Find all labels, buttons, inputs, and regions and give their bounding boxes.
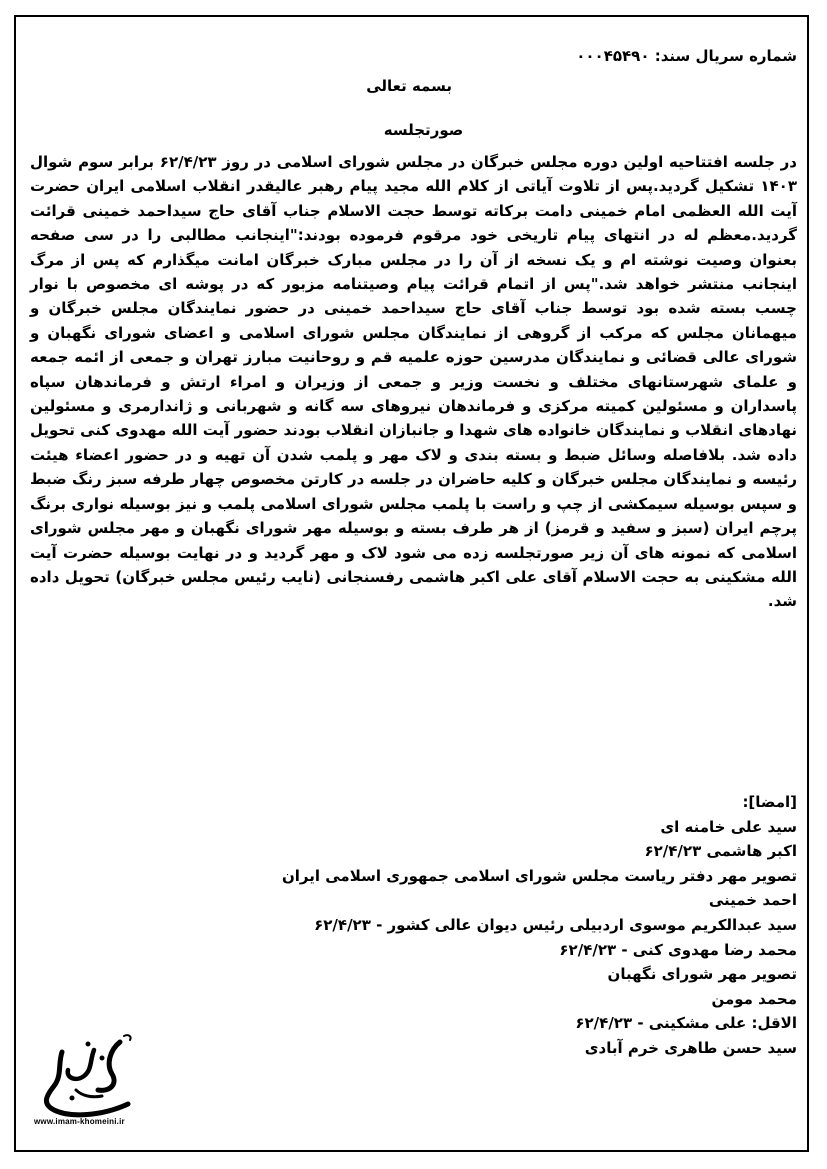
signature-line: سید علی خامنه ای	[660, 817, 797, 836]
signature-line: احمد خمینی	[708, 891, 797, 910]
bismillah-heading: بسمه تعالی	[366, 77, 452, 95]
signature-line: سید حسن طاهری خرم آبادی	[584, 1038, 797, 1057]
minutes-body-text: در جلسه افتتاحیه اولین دوره مجلس خبرگان در مجلس شورای اسلامی در روز ۶۲/۴/۲۳ برابر سوم شوال ۱۴۰۳ تشکیل گردید.پس از تلاوت آیاتی از کلام الله مجید پیام رهبر عالیقدر انقلاب اسلامی ایران حضرت آیت الله العظمی امام خمینی دامت برکاته توسط حجت الاسلام جناب آقای حاج سیداحمد خمینی قرائت گردید.معظم له در انتهای پیام تاریخی خود مرقوم فرموده بودند:"اینجانب مطالبی را در سی صفحه بعنوان وصیت نوشته ام و یک نسخه از آن را در مجلس مبارک خبرگان امانت میگذارم که پس از مرگ اینجانب منتشر خواهد شد."پس از اتمام قرائت پیام وصیتنامه مزبور که در پوشه ای مخصوص با نوار چسب بسته شده بود توسط جناب آقای حاج سیداحمد خمینی در حضور نمایندگان مجلس خبرگان و میهمانان مجلس که مرکب از گروهی از نمایندگان مجلس شورای اسلامی و اعضای شورای نگهبان و شورای عالی قضائی و نمایندگان مدرسین حوزه علمیه قم و روحانیت مبارز تهران و جمعی از ائمه جمعه و علمای شهرستانهای مختلف و نخست وزیر و جمعی از وزیران و امراء ارتش و فرماندهان سپاه پاسداران و مسئولین کمیته مرکزی و فرماندهان نیروهای سه گانه و شهربانی و ژاندارمری و مسئولین نهادهای انقلاب و نمایندگان خانواده های شهدا و جانبازان انقلاب بودند حضور آیت الله مهدوی کنی تحویل داده شد. بلافاصله وسائل ضبط و بسته بندی و لاک مهر و پلمب شدن آن تهیه و در حضور اعضاء هیئت رئیسه و نمایندگان مجلس خبرگان و کلیه حاضران در جلسه در کارتن مخصوص چهار طرفه سبز رنگ ضبط و سپس بوسیله سیمکشی از چپ و راست با پلمب مجلس شورای اسلامی پلمب و نیز بوسیله نواری برنگ پرچم ایران (سبز و سفید و قرمز) از هر طرف بسته و بوسیله مهر شورای نگهبان و مهر مجلس شورای اسلامی که نمونه های آن زیر صورتجلسه زده می شود لاک و مهر گردید و در نهایت بوسیله حضرت آیت الله مشکینی به حجت الاسلام آقای علی اکبر هاشمی رفسنجانی (نایب رئیس مجلس خبرگان) تحویل داده شد.	[30, 153, 797, 611]
imam-khomeini-logo	[32, 1030, 142, 1130]
signatures-label: [امضا]:	[742, 793, 797, 811]
signature-line: اکبر هاشمی ۶۲/۴/۲۳	[644, 842, 797, 861]
signature-line: محمد رضا مهدوی کنی - ۶۲/۴/۲۳	[559, 940, 797, 959]
document-title: صورتجلسه	[383, 121, 464, 139]
signature-line: سید عبدالکریم موسوی اردبیلی رئیس دیوان عالی کشور - ۶۲/۴/۲۳	[314, 915, 797, 934]
signature-line: محمد مومن	[711, 989, 797, 1008]
seal-note: تصویر مهر شورای نگهبان	[607, 965, 797, 984]
signatures-block	[282, 790, 797, 1061]
logo-website-url: www.imam-khomeini.ir	[34, 1117, 125, 1126]
signature-line: الاقل: علی مشکینی - ۶۲/۴/۲۳	[575, 1014, 797, 1033]
seal-note: تصویر مهر دفتر ریاست مجلس شورای اسلامی جمهوری اسلامی ایران	[281, 866, 797, 885]
document-serial-number: شماره سریال سند: ۰۰۰۴۵۴۹۰	[576, 47, 797, 65]
